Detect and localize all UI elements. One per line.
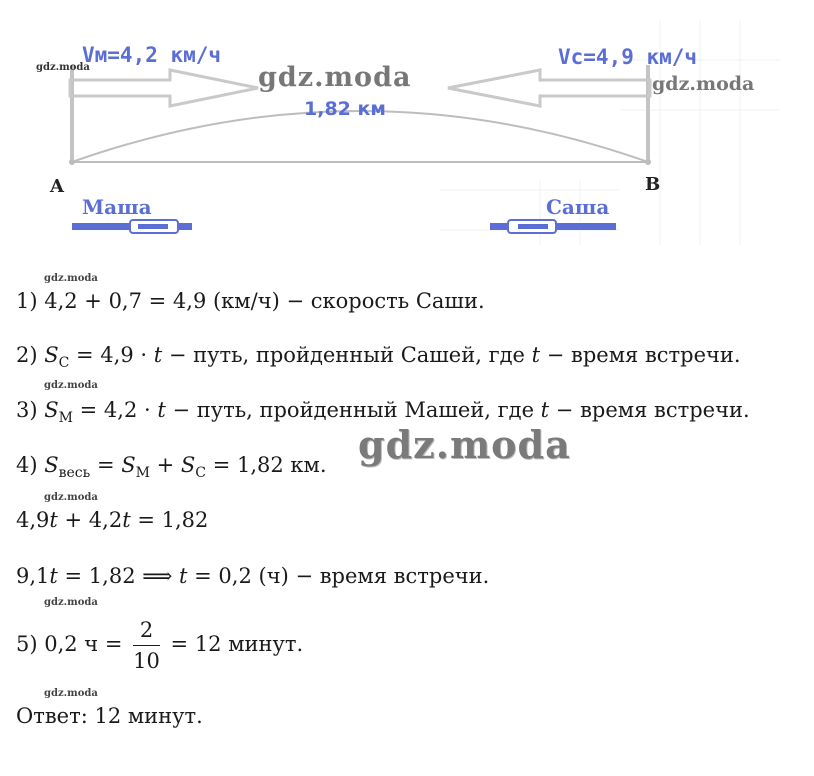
masha-label: Маша	[82, 195, 152, 219]
watermark-small: gdz.moda	[44, 380, 98, 391]
watermark-small: gdz.moda	[44, 273, 98, 284]
solution-step-2: 2) $S_С = 4,9 \cdot t$ − путь, пройденный Сашей, где t − время встречи.	[16, 343, 741, 371]
masha-velocity-label: Vм=4,2 км/ч	[82, 43, 222, 67]
sasha-direction-arrow	[490, 220, 616, 233]
watermark-small: gdz.moda	[44, 492, 98, 503]
solution-step-5: 5) 0,2 ч = $\frac{2}{10}$ = 12 минут.	[16, 618, 304, 673]
sasha-label: Саша	[546, 195, 610, 219]
equation-sum: 4,9t + 4,2t = 1,82	[16, 508, 209, 532]
motion-diagram	[0, 0, 814, 250]
watermark-small: gdz.moda	[44, 688, 98, 699]
masha-velocity-arrow	[70, 70, 258, 106]
solution-step-3: 3) $S_М = 4,2 \cdot t$ − путь, пройденный Машей, где t − время встречи.	[16, 398, 750, 426]
point-b-label: B	[645, 174, 661, 195]
masha-direction-arrow	[72, 220, 192, 233]
solution-step-1: 1) 4,2 + 0,7 = 4,9 (км/ч) − скорость Саши.	[16, 289, 485, 313]
fraction: $\frac{2}{10}$	[133, 618, 160, 673]
distance-label: 1,82 км	[304, 98, 386, 120]
equation-solve: 9,1t = 1,82 ⟹ t = 0,2 (ч) − время встречи.	[16, 564, 490, 588]
sasha-velocity-label: Vс=4,9 км/ч	[558, 45, 698, 69]
answer: Ответ: 12 минут.	[16, 704, 203, 728]
watermark-diagram: gdz.moda	[258, 62, 412, 93]
solution-step-4: 4) $S_{весь} = S_М + S_С = 1,82$ км.	[16, 453, 327, 481]
watermark-large: gdz.moda	[358, 422, 571, 467]
watermark-small: gdz.moda	[36, 62, 90, 73]
watermark-diagram-right: gdz.moda	[652, 73, 755, 95]
point-a-label: A	[50, 176, 64, 197]
watermark-small: gdz.moda	[44, 597, 98, 608]
sasha-velocity-arrow	[448, 70, 650, 106]
